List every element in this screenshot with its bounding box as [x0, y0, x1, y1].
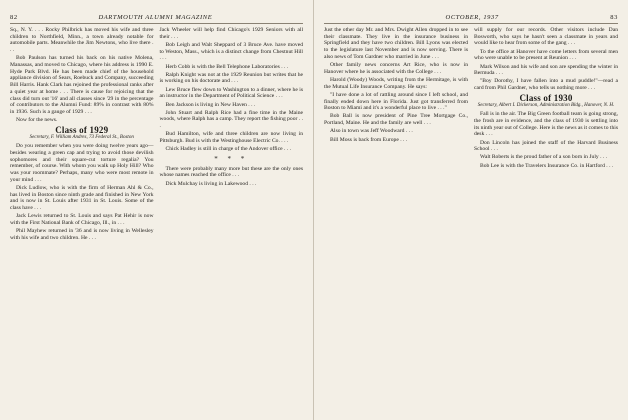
paragraph: Don Lincoln has joined the staff of the Harvard Business School . . . — [474, 139, 618, 153]
paragraph: Bill Moss is back from Europe . . . — [330, 136, 408, 143]
page-header — [324, 14, 618, 24]
paragraph: Just the other day Mr. and Mrs. Dwight Allen dropped in to see their classmate. They live in the insurance business in Springfield and they have two children. Bill Lyons was elected to the legislature last November and is now serving. There is also news of Tom Gardner who married in June . . . — [324, 27, 468, 60]
paragraph: Other family news concerns Art Rice, who is now in Hanover where he is associated with the College . . . — [324, 62, 468, 75]
page-number: 82 — [10, 14, 18, 21]
paragraph: Chick Hadley is still in charge of the Andover office . . . — [165, 146, 291, 153]
right-page — [314, 0, 628, 420]
section-heading: Class of 1930 — [519, 92, 573, 103]
running-title: OCTOBER, 1937 — [445, 14, 499, 21]
paragraph: There were probably many more but these are the only ones whose names reached the office . . . — [159, 165, 303, 179]
column-2 — [160, 27, 304, 243]
paragraph: will supply for our records. Other visitors include Dan Bosworth, who says he hasn't seen a classmate in years and would like to hear from some of the gang . . . — [474, 27, 618, 47]
paragraph: Lew Bruce flew down to Washington to a dinner, where he is an instructor in the Department of Political Science . . . — [159, 86, 303, 100]
paragraph: "Boy Dorothy, I have fallen into a mud puddle!"—read a card from Phil Gardner, who tells us nothing more . . . — [474, 78, 618, 92]
paragraph: Dick Mulchay is living in Lakewood . . . — [165, 180, 257, 187]
page-header — [10, 14, 303, 24]
section-secretary: Secretary, F. William Andres, 73 Federal St., Boston — [29, 134, 134, 140]
section-heading: Class of 1929 — [55, 124, 109, 135]
paragraph: Ben Jackson is living in New Haven . . . — [165, 101, 256, 108]
paragraph: To the office at Hanover have come letters from several men who were unable to be present at Reunion . . . — [474, 48, 618, 62]
section-divider: * * * — [214, 154, 249, 163]
paragraph: Bob Paulson has turned his back on his native Molena, Manassas, and moved to Chicago, where his address is 1990 E. Hyde Park Blvd. He has been made chief of the household appliance division of Sears, Roebuck and Company, succeeding Bill Harris. Hank Clark has rejoined the professional ranks after a quiet year at home . . . There is cause for rejoicing that the class did turn out '16' and all classes since '29 in the percentage of contributors to the Alumni Fund: 89% in contrast with 80% in 1936. Such is a gauge of 1929 . . . — [10, 55, 154, 115]
column-1 — [324, 27, 468, 171]
text-columns — [10, 27, 303, 243]
page-number: 83 — [610, 14, 618, 21]
paragraph: Jack Wheeler will help find Chicago's 1929 Seniors with all their . . . — [159, 27, 303, 40]
paragraph: Phil Mayhew returned in '36 and is now living in Wellesley with his wife and two children. He . . . — [10, 228, 154, 241]
paragraph: Bud Hamilton, wife and three children are now living in Pittsburgh. Bud is with the Westinghouse Electric Co. . . . — [159, 131, 303, 145]
column-2 — [474, 27, 618, 171]
paragraph: Dick Ludlow, who is with the firm of Herman Ahl & Co., has lived in Boston since ninth grade and finished in New York and is now in St. Louis after 1931 in St. Louis. Some of the class have . . . — [10, 184, 154, 212]
paragraph: Walt Roberts is the proud father of a son born in July . . . — [480, 154, 608, 161]
column-1 — [10, 27, 154, 243]
paragraph: Do you remember when you were doing twelve years ago—besides wearing a green cap and trying to avoid those devilish sophomores and their square-cut torture regalia? You remember, of course. With whom you walk up Holy Hill? Who was your roommate? Perhaps, many who were most remote in your mind . . . — [10, 143, 154, 183]
paragraph: Harold (Woody) Woods, writing from the Hermitage, is with the Mutual Life Insurance Company. He says: — [324, 76, 468, 90]
paragraph: Jack Lewis returned to St. Louis and says Pat Hehir is now with the First National Bank of Chicago, Ill., in . . . — [10, 213, 154, 226]
paragraph: Bob Lee is with the Travelers Insurance Co. in Hartford . . . — [480, 162, 614, 169]
paragraph: Mark Wilson and his wife and son are spending the winter in Bermuda . . . — [474, 63, 618, 77]
paragraph: Now for the news. — [16, 117, 58, 124]
paragraph: Ralph Knight was not at the 1929 Reunion but writes that he is working on his doctorate and . . . — [159, 71, 303, 85]
paragraph: Sq., N. Y. . . . Rocky Philbrick has moved his wife and three children to Northfield, Minn., a town already notable for automobile parts. Meanwhile the Jim Newtons, who live there . . . — [10, 27, 154, 54]
running-title: DARTMOUTH ALUMNI MAGAZINE — [98, 14, 213, 21]
paragraph: Herb Cobb is with the Bell Telephone Laboratories . . . — [165, 63, 289, 70]
paragraph: John Stuart and Ralph Rice had a fine time in the Maine woods, where Ralph has a camp. They report the fishing poor . . . — [159, 109, 303, 130]
paragraph: "I have done a lot of rattling around since I left school, and finally ended down here in Florida. Just got transferred from Boston to Miami and it's a wonderful place to live . . ." — [324, 91, 468, 112]
text-columns — [324, 27, 618, 171]
paragraph: Fall is in the air. The Big Green football team is going strong, the frosh are in evidence, and the class of 1930 is settling into its ninth year out of College. Here is the news as it comes to this desk . . . — [474, 111, 619, 138]
paragraph: Also in town was Jeff Woodward . . . — [330, 128, 413, 135]
section-secretary: Secretary, Albert I. Dickerson, Administration Bldg., Hanover, N. H. — [477, 102, 615, 108]
paragraph: Bob Ball is now president of Pine Tree Mortgage Co., Portland, Maine. He and the family are well . . . — [324, 113, 468, 127]
paragraph: Bob Leigh and Walt Sheppard of 3 Bruce Ave. have moved to Weston, Mass., which is a distinct change from Chestnut Hill . . . — [159, 41, 303, 62]
